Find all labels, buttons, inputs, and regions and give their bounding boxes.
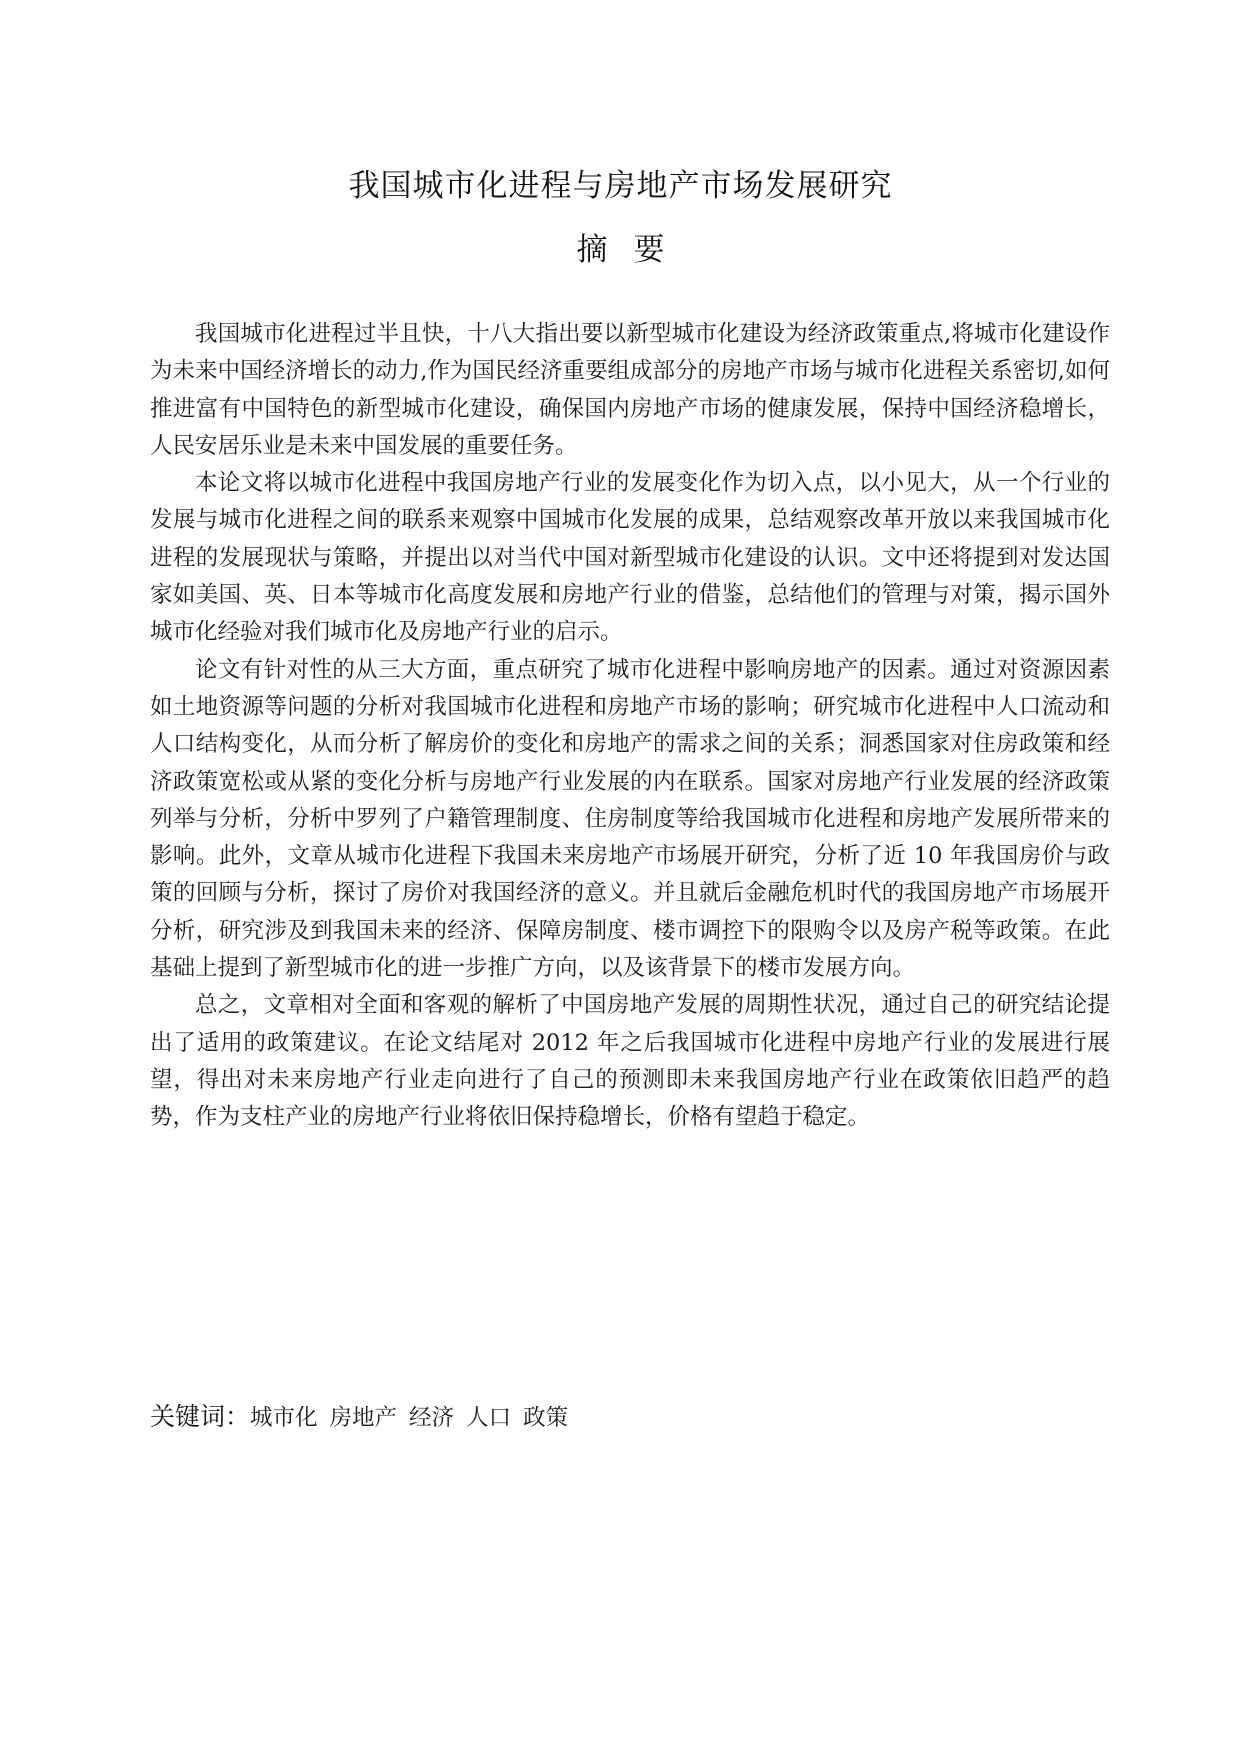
abstract-paragraph-2: 本论文将以城市化进程中我国房地产行业的发展变化作为切入点，以小见大，从一个行业的发展与城市化进程之间的联系来观察中国城市化发展的成果，总结观察改革开放以来我国城市化进程的发展现状与策略，并提出以对当代中国对新型城市化建设的认识。文中还将提到对发达国家如美国、英、日本等城市化高度发展和房地产行业的借鉴，总结他们的管理与对策，揭示国外城市化经验对我们城市化及房地产行业的启示。 <box>150 470 1110 646</box>
abstract-heading: 摘要 <box>576 232 691 268</box>
keyword-item: 人口 <box>466 1405 512 1431</box>
keywords-line <box>150 1400 1110 1435</box>
abstract-paragraph-3: 论文有针对性的从三大方面，重点研究了城市化进程中影响房地产的因素。通过对资源因素如土地资源等问题的分析对我国城市化进程和房地产市场的影响；研究城市化进程中人口流动和人口结构变化，从而分析了解房价的变化和房地产的需求之间的关系；洞悉国家对住房政策和经济政策宽松或从紧的变化分析与房地产行业发展的内在联系。国家对房地产行业发展的经济政策列举与分析，分析中罗列了户籍管理制度、住房制度等给我国城市化进程和房地产发展所带来的影响。此外，文章从城市化进程下我国未来房地产市场展开研究，分析了近 10 年我国房价与政策的回顾与分析，探讨了房价对我国经济的意义。并且就后金融危机时代的我国房地产市场展开分析，研究涉及到我国未来的经济、保障房制度、楼市调控下的限购令以及房产税等政策。在此基础上提到了新型城市化的进一步推广方向，以及该背景下的楼市发展方向。 <box>150 656 1110 982</box>
keyword-item: 政策 <box>523 1405 569 1431</box>
keyword-item: 房地产 <box>329 1405 398 1431</box>
keywords-label: 关键词： <box>150 1402 251 1431</box>
abstract-body <box>150 316 1110 1137</box>
abstract-paragraph-1: 我国城市化进程过半且快，十八大指出要以新型城市化建设为经济政策重点,将城市化建设作为未来中国经济增长的动力,作为国民经济重要组成部分的房地产市场与城市化进程关系密切,如何推进富有中国特色的新型城市化建设，确保国内房地产市场的健康发展，保持中国经济稳增长，人民安居乐业是未来中国发展的重要任务。 <box>150 321 1110 459</box>
document-title: 我国城市化进程与房地产市场发展研究 <box>348 168 893 204</box>
keyword-item: 城市化 <box>250 1405 318 1431</box>
keyword-item: 经济 <box>409 1405 455 1431</box>
abstract-paragraph-4: 总之，文章相对全面和客观的解析了中国房地产发展的周期性状况，通过自己的研究结论提出了适用的政策建议。在论文结尾对 2012 年之后我国城市化进程中房地产行业的发展进行展望，得出对未来房地产行业走向进行了自己的预测即未来我国房地产行业在政策依旧趋严的趋势，作为支柱产业的房地产行业将依旧保持稳增长，价格有望趋于稳定。 <box>150 992 1110 1131</box>
